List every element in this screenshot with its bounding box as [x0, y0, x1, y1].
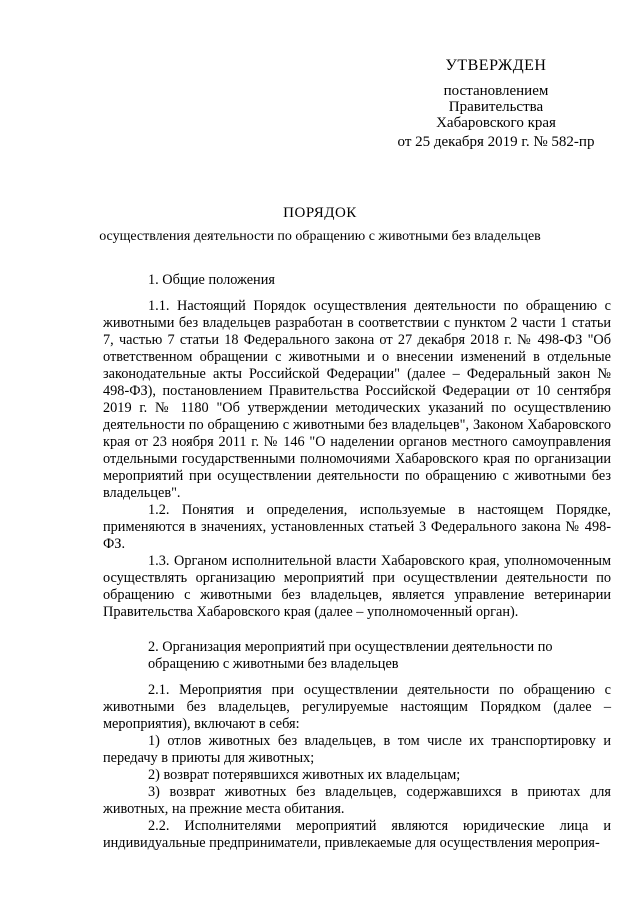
approval-line-3: Хабаровского края: [436, 115, 556, 131]
paragraph-1-2: 1.2. Понятия и определения, используемые в настоящем Порядке, применяются в значениях, установленных статьей 3 Федерального закона № 498-ФЗ.: [103, 502, 611, 552]
list-item-1: 1) отлов животных без владельцев, в том числе их транспортировку и передачу в приюты для животных;: [103, 733, 611, 766]
approval-date: от 25 декабря 2019 г. № 582-пр: [397, 134, 595, 150]
paragraph-1-1: 1.1. Настоящий Порядок осуществления деятельности по обращению с животными без владельцев разработан в соответствии с пунктом 2 части 1 статьи 7, частью 7 статьи 18 Федерального закона от 27 декабря 2018 г. № 498-ФЗ "Об ответственном обращении с животными и о внесении изменений в отдельные законодательные акты Российской Федерации" (далее – Федеральный закон № 498-ФЗ), постановлением Правительства Российской Федерации от 10 сентября 2019 г. № 1180 "Об утверждении методических указаний по осуществлению деятельности по обращению с животными без владельцев", Законом Хабаровского края от 23 ноября 2011 г. № 146 "О наделении органов местного самоуправления отдельными государственными полномочиями Хабаровского края по организации мероприятий при осуществлении деятельности по обращению с животными без владельцев".: [103, 298, 611, 501]
approval-line-2: Правительства: [448, 99, 544, 115]
section-2-heading: 2. Организация мероприятий при осуществлении деятельности по обращению с животными без владельцев: [148, 639, 553, 672]
paragraph-1-3: 1.3. Органом исполнительной власти Хабаровского края, уполномоченным осуществлять организацию мероприятий при осуществлении деятельности по обращению с животными без владельцев, является управление ветеринарии Правительства Хабаровского края (далее – уполномоченный орган).: [103, 553, 611, 620]
section-1-heading: 1. Общие положения: [148, 272, 275, 288]
approval-line-1: постановлением: [443, 83, 549, 99]
list-item-2: 2) возврат потерявшихся животных их владельцам;: [148, 767, 461, 783]
document-subtitle: осуществления деятельности по обращению с животными без владельцев: [99, 229, 541, 244]
list-item-3: 3) возврат животных без владельцев, содержавшихся в приютах для животных, на прежние места обитания.: [103, 784, 611, 817]
approval-heading: УТВЕРЖДЕН: [445, 57, 547, 74]
paragraph-2-1: 2.1. Мероприятия при осуществлении деятельности по обращению с животными без владельцев, регулируемые настоящим Порядком (далее – мероприятия), включают в себя:: [103, 682, 611, 732]
document-body: [103, 272, 611, 852]
document-title: ПОРЯДОК: [283, 205, 357, 221]
approval-stamp: [380, 58, 612, 150]
paragraph-2-2: 2.2. Исполнителями мероприятий являются юридические лица и индивидуальные предприниматели, привлекаемые для осуществления мероприя-: [103, 818, 611, 851]
